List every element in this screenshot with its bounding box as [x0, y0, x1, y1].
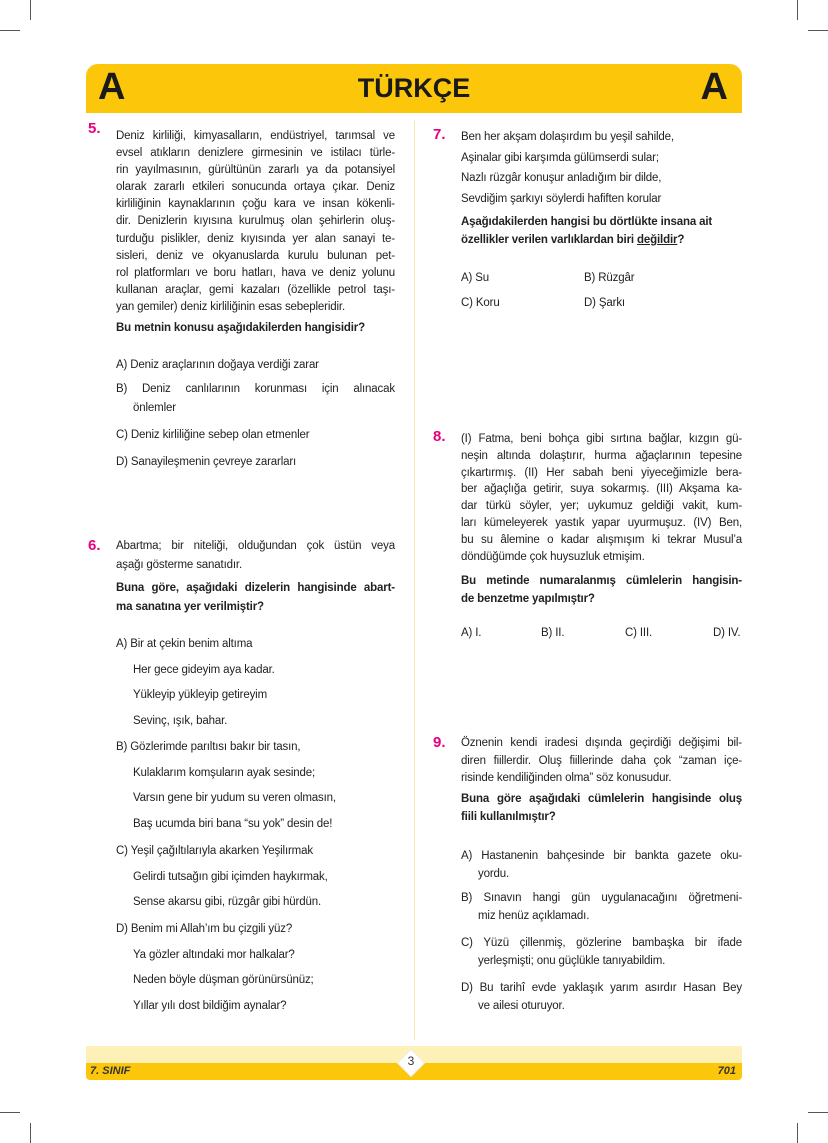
text-line: B) Deniz canlılarının korunması için alınacak [116, 383, 395, 395]
booklet-letter-right: A [700, 66, 728, 108]
text-part: ? [677, 234, 685, 246]
text-line: Kulaklarım komşuların ayak sesinde; [133, 766, 316, 779]
text-line: Aşağıdakilerden hangisi bu dörtlükte insana ait [461, 216, 713, 228]
question-prompt [461, 791, 742, 826]
text-line: ları kümeleyerek yastık yapar uyurmuşuz. (IV) Ben, [461, 516, 742, 529]
crop-mark [797, 1123, 798, 1143]
crop-mark [797, 0, 798, 20]
question-number: 8. [433, 428, 446, 445]
text-line: ve ailesi oturuyor. [478, 1000, 565, 1012]
option-d[interactable]: D) Şarkı [584, 297, 625, 309]
text-line: D) Bu tarihî evde yaklaşık yarım asırdır Hasan Bey [461, 982, 742, 994]
question-text [461, 431, 742, 565]
option-b[interactable]: B) Rüzgâr [584, 272, 635, 284]
text-line: Yükleyip yükleyip getireyim [133, 689, 268, 701]
option-d[interactable]: D) Sanayileşmenin çevreye zararları [116, 456, 297, 468]
question-text [116, 128, 395, 316]
question-number: 7. [433, 126, 446, 143]
option-b[interactable] [116, 735, 336, 837]
grade-label: 7. SINIF [90, 1065, 131, 1077]
column-divider [414, 120, 415, 1040]
question-text [116, 537, 395, 574]
option-c[interactable] [116, 839, 328, 916]
text-line: Her gece gideyim aya kadar. [133, 663, 275, 676]
text-line: rol platformları ve boru hatları, hava ve deniz yolunu [116, 266, 395, 279]
option-c[interactable]: C) Koru [461, 297, 500, 309]
option-d[interactable] [461, 979, 742, 1015]
page-header [86, 64, 742, 113]
option-c[interactable]: C) Deniz kirliliğine sebep olan etmenler [116, 429, 310, 441]
text-line: Buna göre aşağıdaki cümlelerin hangisinde oluş [461, 793, 742, 805]
text-line: A) Hastanenin bahçesinde bir bankta gazete oku- [461, 850, 742, 862]
text-line: Sevdiğim şarkıyı söylerdi hafiften korular [461, 193, 662, 206]
text-line: fiili kullanılmıştır? [461, 810, 556, 823]
text-line: Baş ucumda biri bana “su yok” desin de! [133, 817, 333, 830]
text-line: Buna göre, aşağıdaki dizelerin hangisinde abart- [116, 582, 395, 594]
option-c[interactable]: C) III. [625, 627, 653, 639]
text-line: Öznenin kendi iradesi dışında geçirdiği değişimi bil- [461, 737, 742, 749]
text-part: özellikler verilen varlıklardan biri [461, 234, 637, 246]
question-number: 5. [88, 120, 101, 137]
option-d[interactable]: D) IV. [713, 627, 741, 639]
text-line: Gelirdi tutsağın gibi içimden haykırmak, [133, 870, 328, 883]
poem-stanza [461, 127, 674, 210]
crop-mark [0, 1112, 20, 1113]
option-b[interactable] [461, 889, 742, 925]
text-line: yerleşmişti; onu güçlükle tanıyabildim. [478, 955, 666, 967]
text-line: C) Yeşil çağıltılarıyla akarken Yeşilırmak [116, 845, 313, 857]
text-line: turduğu pislikler, deniz kıyısında yer alan sanayi te- [116, 232, 395, 245]
crop-mark [808, 30, 828, 31]
text-line: Yıllar yılı dost bildiğim aynalar? [133, 999, 287, 1012]
text-line: (I) Fatma, beni bohça gibi sırtına bağlar, kızgın gü- [461, 433, 742, 445]
text-line: yordu. [478, 868, 510, 880]
text-line: sisleri, deniz ve okyanuslarda kurulu bulunan pet- [116, 249, 395, 262]
option-a[interactable] [461, 847, 742, 883]
text-line: rin yayılmasının, gürültünün zararlı ya da potansiyel [116, 164, 395, 177]
text-line: miz henüz açıklamadı. [478, 910, 590, 922]
text-line: dir. Denizlerin kıyısına kurulmuş olan şehirlerin oluş- [116, 215, 395, 228]
booklet-letter-left: A [98, 66, 126, 108]
text-line: A) Bir at çekin benim altıma [116, 638, 253, 650]
option-d[interactable] [116, 917, 314, 1019]
page-title: TÜRKÇE [357, 73, 471, 103]
question-prompt [116, 579, 395, 616]
text-line: Bu metinde numaralanmış cümlelerin hangisin- [461, 575, 742, 587]
text-line: Nazlı rüzgâr konuşur anladığım bir dilde, [461, 172, 662, 185]
text-line: önlemler [133, 402, 176, 414]
text-line: Varsın gene bir yudum su veren olmasın, [133, 792, 336, 804]
underlined-word: değildir [636, 234, 678, 246]
text-line: ma sanatına yer verilmiştir? [116, 600, 264, 613]
text-line: olarak zararlı etkileri sonucunda ortaya çıkar. Deniz [116, 181, 395, 194]
crop-mark [808, 1112, 828, 1113]
text-line: aşağı gösterme sanatıdır. [116, 558, 243, 571]
text-line: dar türkü söyler, yer; uykumuz geldiği vakit, kum- [461, 500, 742, 513]
text-line: Ben her akşam dolaşırdım bu yeşil sahilde, [461, 131, 674, 143]
text-line: kirliliğinin kaynaklarının çoğu kara ve insan kökenli- [116, 198, 395, 211]
question-text [461, 735, 742, 788]
text-line: kullanan araçlar, gemi kazaları (özellikle petrol taşı- [116, 283, 395, 296]
text-line: D) Benim mi Allah’ım bu çizgili yüz? [116, 923, 293, 935]
text-line: B) Sınavın hangi gün uygulanacağını öğretmeni- [461, 892, 742, 904]
text-line: Aşinalar gibi karşımda gülümserdi sular; [461, 151, 659, 164]
text-line: Ya gözler altındaki mor halkalar? [133, 948, 295, 961]
question-prompt [461, 572, 742, 608]
text-line: B) Gözlerimde parıltısı bakır bir tasın, [116, 741, 301, 753]
question-prompt [461, 213, 712, 249]
booklet-code: 701 [717, 1065, 736, 1077]
text-line: çıkartırmış. (II) Her sabah beni yiyeceğimizle bera- [461, 466, 742, 479]
text-line: Deniz kirliliği, kimyasalların, endüstriyel, tarımsal ve [116, 130, 395, 142]
question-number: 6. [88, 537, 101, 554]
text-line: ber ağaçlığa getirir, suya sokarmış. (III) Akşama ka- [461, 483, 742, 496]
text-line: Neden böyle düşman görünürsünüz; [133, 974, 314, 986]
crop-mark [30, 1123, 31, 1143]
crop-mark [30, 0, 31, 20]
text-line: evsel atıkların denizlere girmesinin ve istilacı türle- [116, 147, 395, 160]
text-line: risinde kendiliğinden olma” söz konusudur. [461, 772, 672, 784]
text-line: C) Yüzü çillenmiş, gözlerine bambaşka bir ifade [461, 937, 742, 949]
text-line: de benzetme yapılmıştır? [461, 593, 595, 605]
option-a[interactable]: A) Su [461, 272, 490, 284]
question-prompt: Bu metnin konusu aşağıdakilerden hangisidir? [116, 322, 366, 334]
question-number: 9. [433, 734, 446, 751]
text-line: neşin altında dolaştırır, hurma ağaçlarının tepesine [461, 449, 742, 462]
text-line: Abartma; bir niteliği, olduğundan çok üstün veya [116, 540, 395, 552]
option-a[interactable] [116, 632, 275, 734]
option-a[interactable]: A) I. [461, 627, 482, 639]
text-line: Sense akarsu gibi, rüzgâr gibi hürdün. [133, 896, 321, 908]
text-line: bu su âlemine o kadar alışmışım ki tekrar Musul’a [461, 533, 742, 546]
text-line: yan gemiler) deniz kirliliğinin esas sebepleridir. [116, 300, 345, 313]
option-b[interactable] [116, 380, 395, 418]
text-line [461, 231, 712, 249]
text-line: Sevinç, ışık, bahar. [133, 714, 228, 727]
crop-mark [0, 30, 20, 31]
option-c[interactable] [461, 934, 742, 970]
text-line: döndüğümde çok huysuzluk etmişim. [461, 550, 645, 563]
page-number: 3 [407, 1054, 415, 1068]
option-a[interactable]: A) Deniz araçlarının doğaya verdiği zarar [116, 359, 319, 371]
option-b[interactable]: B) II. [541, 627, 565, 639]
text-line: diren fiillerdir. Oluş fiillerinde daha çok “zaman içe- [461, 754, 742, 767]
